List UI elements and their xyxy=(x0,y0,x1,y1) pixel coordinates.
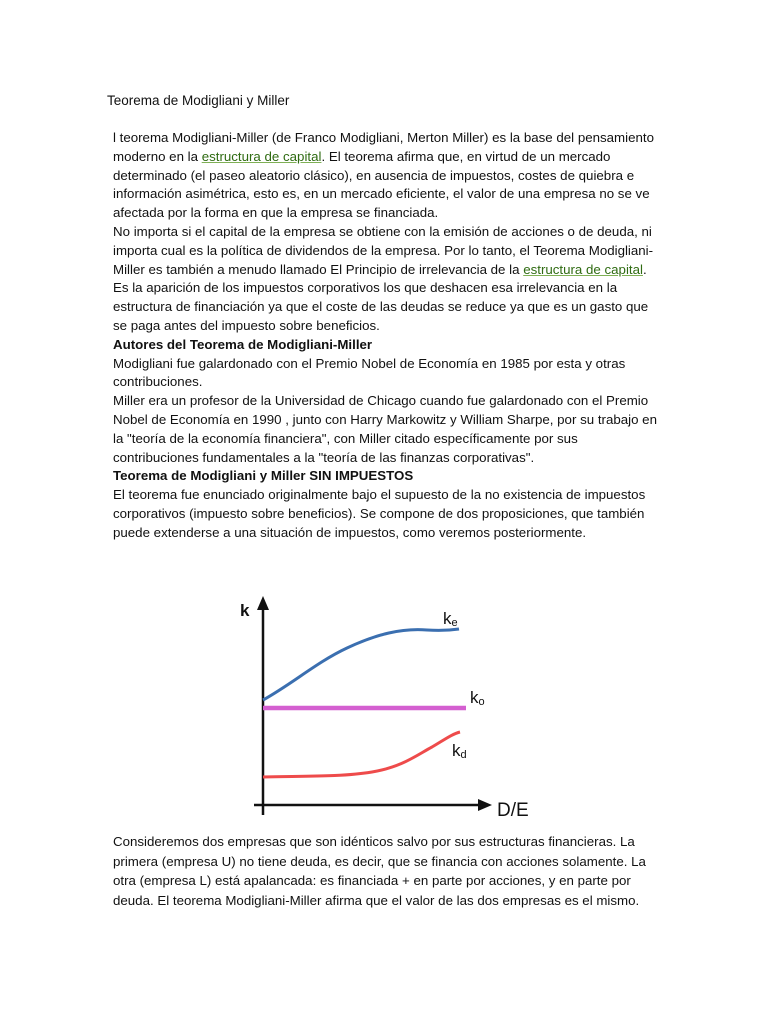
authors-paragraph-2: Miller era un profesor de la Universidad de Chicago cuando fue galardonado con el Premio Nobel de Economía en 1990 , junto con Harry Markowitz y William Sharpe, por su trabajo en la "teoría de la economía financiera", con Miller citado específicamente por sus contribuciones fundamentales a la "teoría de las finanzas corporativas". xyxy=(113,393,657,465)
intro-text: l teorema Modigliani-Miller (de Franco Modigliani, Merton Miller) es la base del pensamiento moderno en la xyxy=(113,130,654,164)
intro-text: No importa si el capital de la empresa se obtiene con la emisión de acciones o de deuda, ni importa cual es la política de dividendos de la empresa. Por lo tanto, el Teorema Modigliani-Miller es también a menudo llamado El Principio de irrelevancia de la xyxy=(113,223,654,277)
authors-paragraph-1: Modigliani fue galardonado con el Premio Nobel de Economía en 1985 por esta y otras contribuciones. xyxy=(113,355,626,390)
ko-label: ko xyxy=(470,688,485,708)
ke-label: ke xyxy=(443,609,458,629)
kd-curve xyxy=(263,732,460,777)
document-body xyxy=(113,129,658,543)
document-title: Teorema de Modigliani y Miller xyxy=(107,93,290,108)
intro-text: . El teorema afirma que, en virtud de un mercado determinado (el paseo aleatorio clásico), en ausencia de impuestos, costes de quiebra e información asimétrica, esto es, en un mercado eficiente, el valor de una empresa no se ve afectada por la forma en que la empresa se financiada. xyxy=(113,148,650,221)
x-axis-label: D/E xyxy=(497,800,529,820)
kd-label: kd xyxy=(452,741,467,761)
closing-section xyxy=(113,832,658,910)
capital-structure-link[interactable]: estructura de capital xyxy=(523,261,643,277)
closing-paragraph: Consideremos dos empresas que son idénticos salvo por sus estructuras financieras. La primera (empresa U) no tiene deuda, es decir, que se financia con acciones solamente. La otra (empresa L) está apalancada: es financiada + en parte por acciones, y en parte por deuda. El teorema Modigliani-Miller afirma que el valor de las dos empresas es el mismo. xyxy=(113,834,646,908)
no-tax-heading: Teorema de Modigliani y Miller SIN IMPUESTOS xyxy=(113,468,414,484)
intro-paragraph-3: Es la aparición de los impuestos corporativos los que deshacen esa irrelevancia en la estructura de financiación ya que el coste de las deudas se reduce ya que es un gasto que se paga antes del impuesto sobre beneficios. xyxy=(113,280,649,333)
intro-paragraph-2 xyxy=(113,223,658,279)
intro-paragraph-1 xyxy=(113,129,658,223)
intro-text: . xyxy=(642,261,647,277)
cost-of-capital-diagram xyxy=(232,590,532,820)
authors-heading: Autores del Teorema de Modigliani-Miller xyxy=(113,336,373,352)
y-axis-label: k xyxy=(240,601,250,620)
no-tax-paragraph: El teorema fue enunciado originalmente bajo el supuesto de la no existencia de impuestos corporativos (impuesto sobre beneficios). Se compone de dos proposiciones, que también puede extenderse a una situación de impuestos, como veremos posteriormente. xyxy=(113,487,646,540)
x-axis-arrowhead xyxy=(478,799,492,811)
y-axis-arrowhead xyxy=(257,596,269,610)
capital-structure-link[interactable]: estructura de capital xyxy=(201,148,322,164)
ke-curve xyxy=(263,629,459,700)
cost-of-capital-figure xyxy=(232,590,532,820)
